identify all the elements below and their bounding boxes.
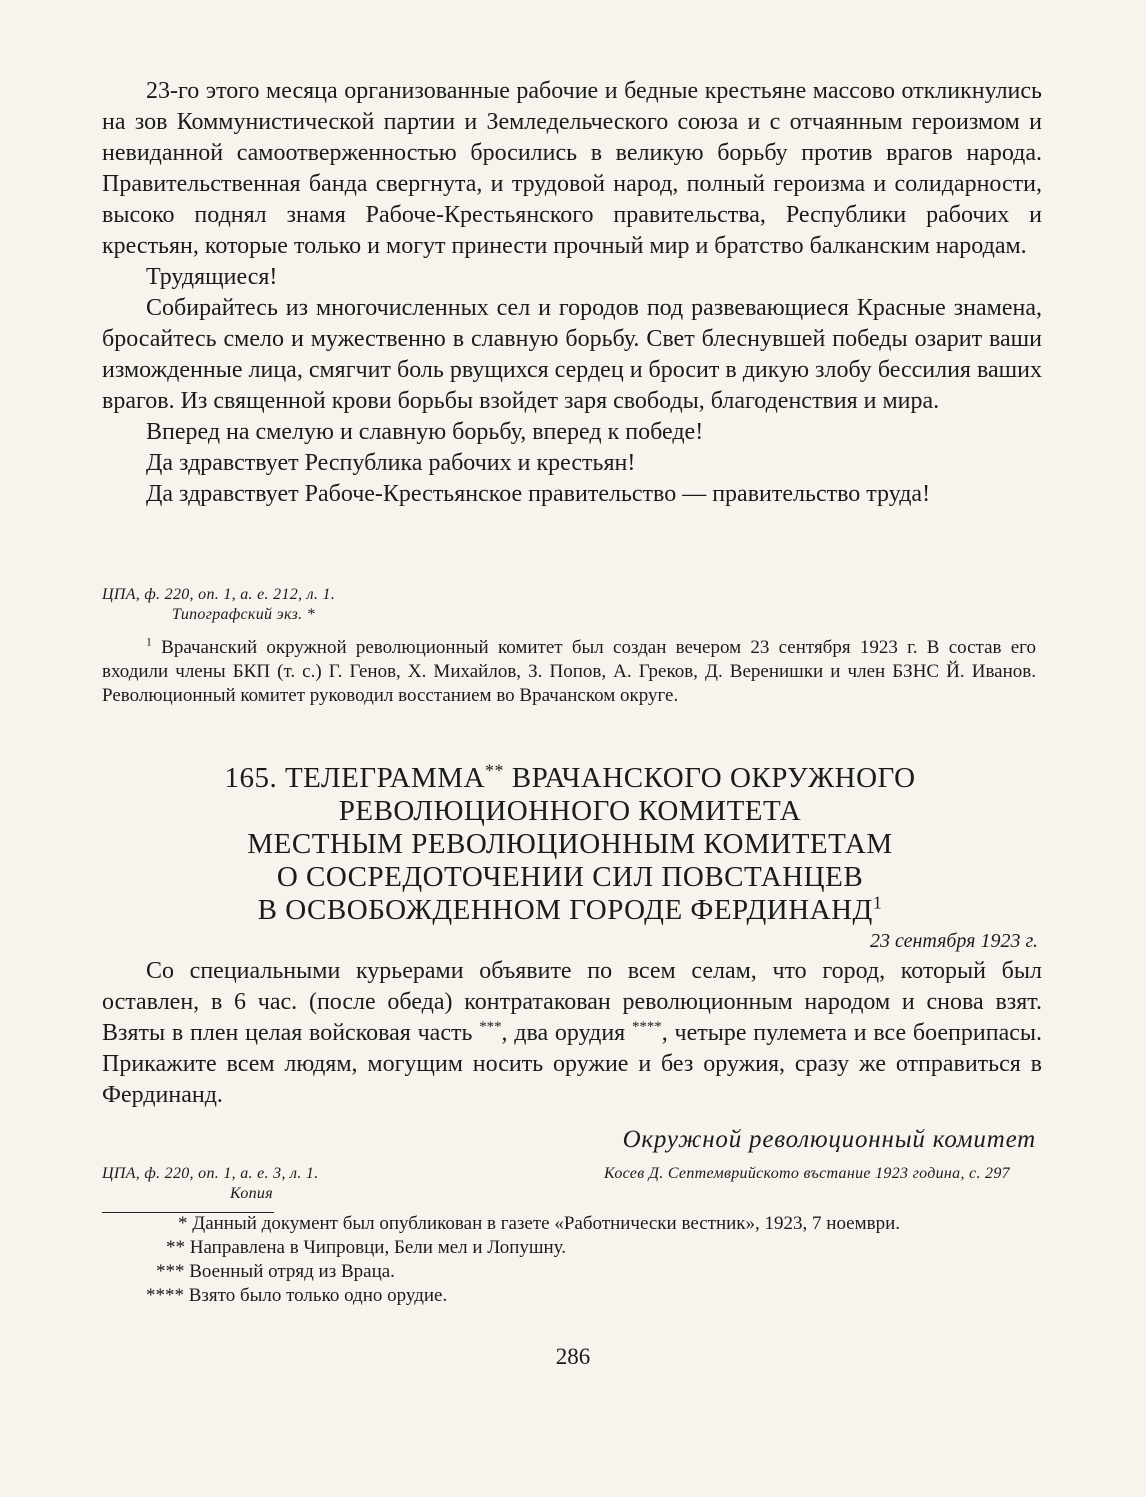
title-line: РЕВОЛЮЦИОННОГО КОМИТЕТА: [338, 795, 802, 827]
signature: Окружной революционный комитет: [622, 1126, 1036, 1153]
paragraph: Да здравствует Рабоче-Крестьянское правительство — правительство труда!: [146, 481, 931, 507]
footnote-marker: **: [485, 760, 505, 781]
publication-source: Косев Д. Септемврийското въстание 1923 година, с. 297: [604, 1165, 1010, 1182]
footnote-marker: ****: [631, 1019, 662, 1035]
archive-reference: ЦПА, ф. 220, оп. 1, а. е. 212, л. 1.: [102, 586, 336, 603]
copy-type-note: Типографский экз. *: [172, 606, 315, 623]
footnotes: [102, 1212, 1036, 1308]
title-line: В ОСВОБОЖДЕННОМ ГОРОДЕ ФЕРДИНАНД: [257, 894, 873, 926]
footnote: [102, 636, 1036, 708]
footnote-marker: *: [178, 1213, 188, 1234]
telegram-body: , четыре пулемета и все боеприпасы. Прикажите всем людям, могущим носить оружие и без оружия, сразу же отправиться в Фердинанд.: [102, 1020, 1043, 1108]
page-number: 286: [555, 1344, 591, 1369]
paragraph: Вперед на смелую и славную борьбу, вперед к победе!: [146, 419, 704, 445]
paragraph: 23-го этого месяца организованные рабочие и бедные крестьяне массово откликнулись на зов Коммунистической партии и Земледельческого союза и с отчаянным героизмом и невиданной самоотверженностью бросились в великую борьбу против врагов народа. Правительственная банда свергнута, и трудовой народ, полный героизма и солидарности, высоко поднял знамя Рабоче-Крестьянского правительства, Республики рабочих и крестьян, которые только и могут принести прочный мир и братство балканским народам.: [102, 78, 1042, 259]
title-line: 165. ТЕЛЕГРАММА: [224, 762, 486, 794]
footnote-marker: **: [166, 1237, 185, 1258]
document-title: [150, 762, 990, 927]
footnote-text: Взято было только одно орудие.: [188, 1285, 448, 1306]
footnote-marker: ***: [479, 1019, 502, 1035]
telegram-text: [102, 956, 1042, 1111]
footnote-marker: 1: [146, 635, 152, 649]
archive-source: [102, 1164, 319, 1204]
copy-type-note: Копия: [230, 1185, 273, 1202]
title-line: О СОСРЕДОТОЧЕНИИ СИЛ ПОВСТАНЦЕВ: [276, 861, 864, 893]
telegram-body: Со специальными курьерами объявите по всем селам, что город, который был оставлен, в 6 час. (после обеда) контратакован революционным народом и снова взят. Взяты в плен целая войсковая часть: [102, 958, 1042, 1046]
paragraph: Трудящиеся!: [146, 264, 278, 290]
title-line: ВРАЧАНСКОГО ОКРУЖНОГО: [511, 762, 916, 794]
paragraph: Собирайтесь из многочисленных сел и городов под развевающиеся Красные знамена, бросайтесь смело и мужественно в славную борьбу. Свет блеснувшей победы озарит ваши изможденные лица, смягчит боль рвущихся сердец и бросит в дикую злобу бессилия ваших врагов. Из священной крови борьбы взойдет заря свободы, благоденствия и мира.: [102, 295, 1042, 414]
archive-source: [102, 585, 335, 625]
telegram-body: , два орудия: [501, 1020, 626, 1046]
title-line: МЕСТНЫМ РЕВОЛЮЦИОННЫМ КОМИТЕТАМ: [247, 828, 893, 860]
footnote-marker: 1: [872, 892, 883, 913]
archive-reference: ЦПА, ф. 220, оп. 1, а. е. 3, л. 1.: [102, 1165, 319, 1182]
paragraph: Да здравствует Республика рабочих и крестьян!: [146, 450, 636, 476]
document-date: 23 сентября 1923 г.: [869, 930, 1038, 952]
footnote-marker: ***: [156, 1261, 185, 1282]
footnote-marker: ****: [146, 1285, 184, 1306]
footnote-text: Направлена в Чипровци, Бели мел и Лопушну.: [189, 1237, 567, 1258]
footnote-text: Данный документ был опубликован в газете «Работнически вестник», 1923, 7 ноември.: [192, 1213, 901, 1234]
previous-document-text: [102, 76, 1042, 510]
footnote-text: Врачанский окружной революционный комитет был создан вечером 23 сентября 1923 г. В состав его входили члены БКП (т. с.) Г. Генов, Х. Михайлов, З. Попов, А. Греков, Д. Веренишки и член БЗНС Й. Иванов. Революционный комитет руководил восстанием во Врачанском округе.: [102, 637, 1037, 706]
footnote-text: Военный отряд из Враца.: [189, 1261, 395, 1282]
